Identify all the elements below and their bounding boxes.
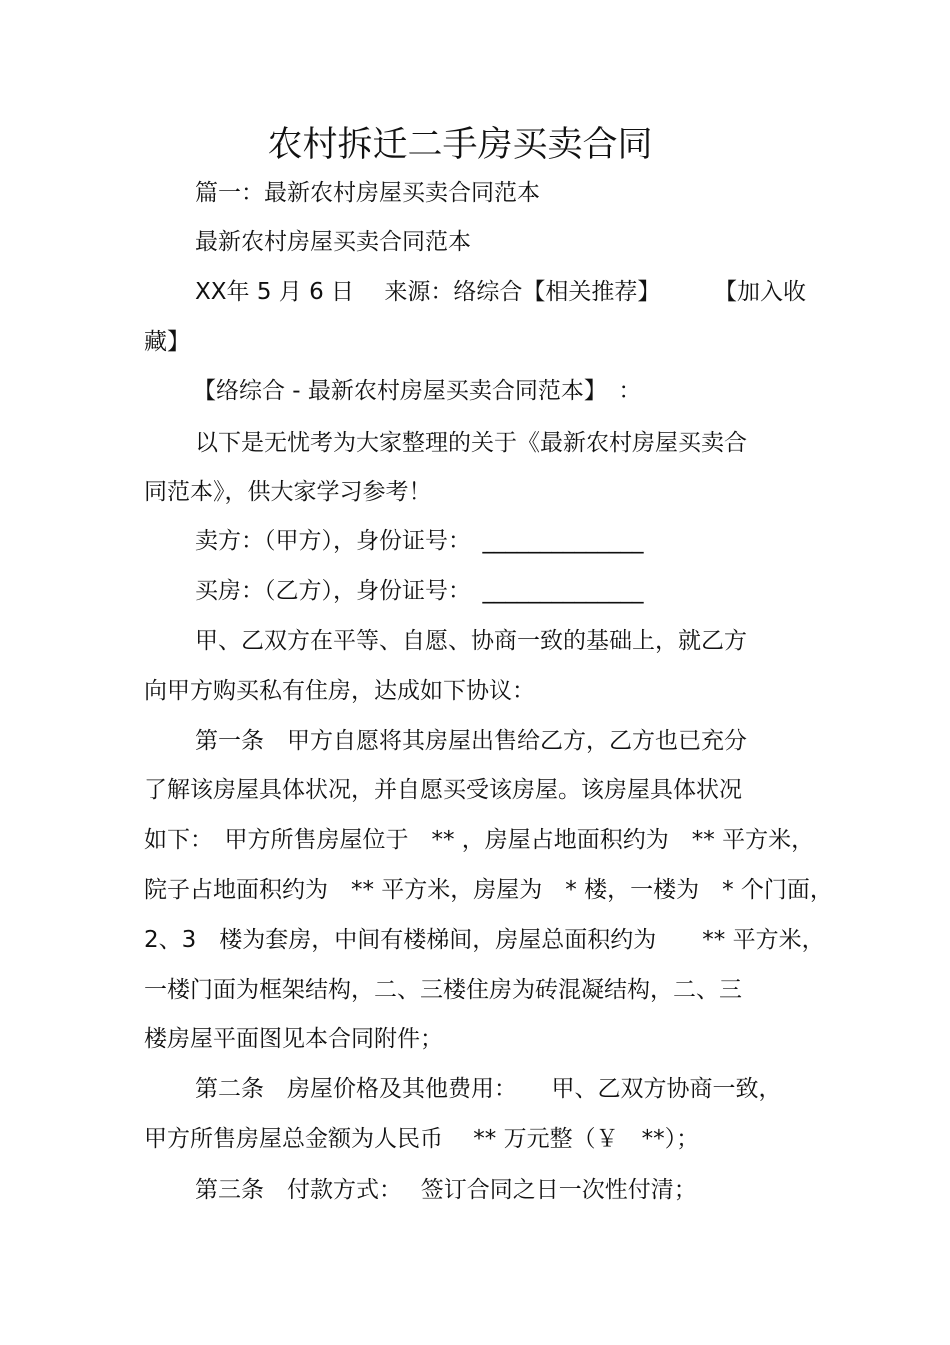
article-1-line-1: 第一条 甲方自愿将其房屋出售给乙方，乙方也已充分 <box>195 728 747 754</box>
article-3-line-1: 第三条 付款方式： 签订合同之日一次性付清； <box>195 1177 697 1203</box>
article-2-line-1: 第二条 房屋价格及其他费用： 甲、乙双方协商一致， <box>195 1076 782 1102</box>
article-1-line-4: 院子占地面积约为 ** 平方米，房屋为 * 楼，一楼为 * 个门面， <box>144 877 833 903</box>
intro-line-1: 以下是无忧考为大家整理的关于《最新农村房屋买卖合 <box>195 430 747 456</box>
preamble-line-2: 向甲方购买私有住房，达成如下协议： <box>144 678 535 704</box>
seller-line: 卖方：（甲方），身份证号： ______________ <box>195 528 644 554</box>
article-1-line-2: 了解该房屋具体状况，并自愿买受该房屋。该房屋具体状况 <box>144 777 742 803</box>
article-1-line-6: 一楼门面为框架结构，二、三楼住房为砖混凝结构，二、三 <box>144 977 742 1003</box>
source-heading: 【络综合 - 最新农村房屋买卖合同范本】 ： <box>193 378 642 404</box>
document-title: 农村拆迁二手房买卖合同 <box>267 125 653 165</box>
preamble-line-1: 甲、乙双方在平等、自愿、协商一致的基础上，就乙方 <box>195 628 747 654</box>
buyer-line: 买房：（乙方），身份证号： ______________ <box>195 578 644 604</box>
article-1-line-5: 2、3 楼为套房，中间有楼梯间，房屋总面积约为 ** 平方米， <box>144 927 825 953</box>
intro-line-2: 同范本》，供大家学习参考！ <box>144 479 432 505</box>
add-favorite-link[interactable]: 【加入收 <box>714 279 806 305</box>
section-heading: 篇一：最新农村房屋买卖合同范本 <box>195 180 540 206</box>
article-2-line-2: 甲方所售房屋总金额为人民币 ** 万元整（￥ **）； <box>144 1126 700 1152</box>
subtitle: 最新农村房屋买卖合同范本 <box>195 229 471 255</box>
article-1-line-3: 如下： 甲方所售房屋位于 ** ，房屋占地面积约为 ** 平方米， <box>144 827 815 853</box>
article-1-line-7: 楼房屋平面图见本合同附件； <box>144 1026 443 1052</box>
date-source-line: XX年 5 月 6 日 来源：络综合【相关推荐】 <box>195 279 661 305</box>
add-favorite-link-cont[interactable]: 藏】 <box>144 329 190 355</box>
